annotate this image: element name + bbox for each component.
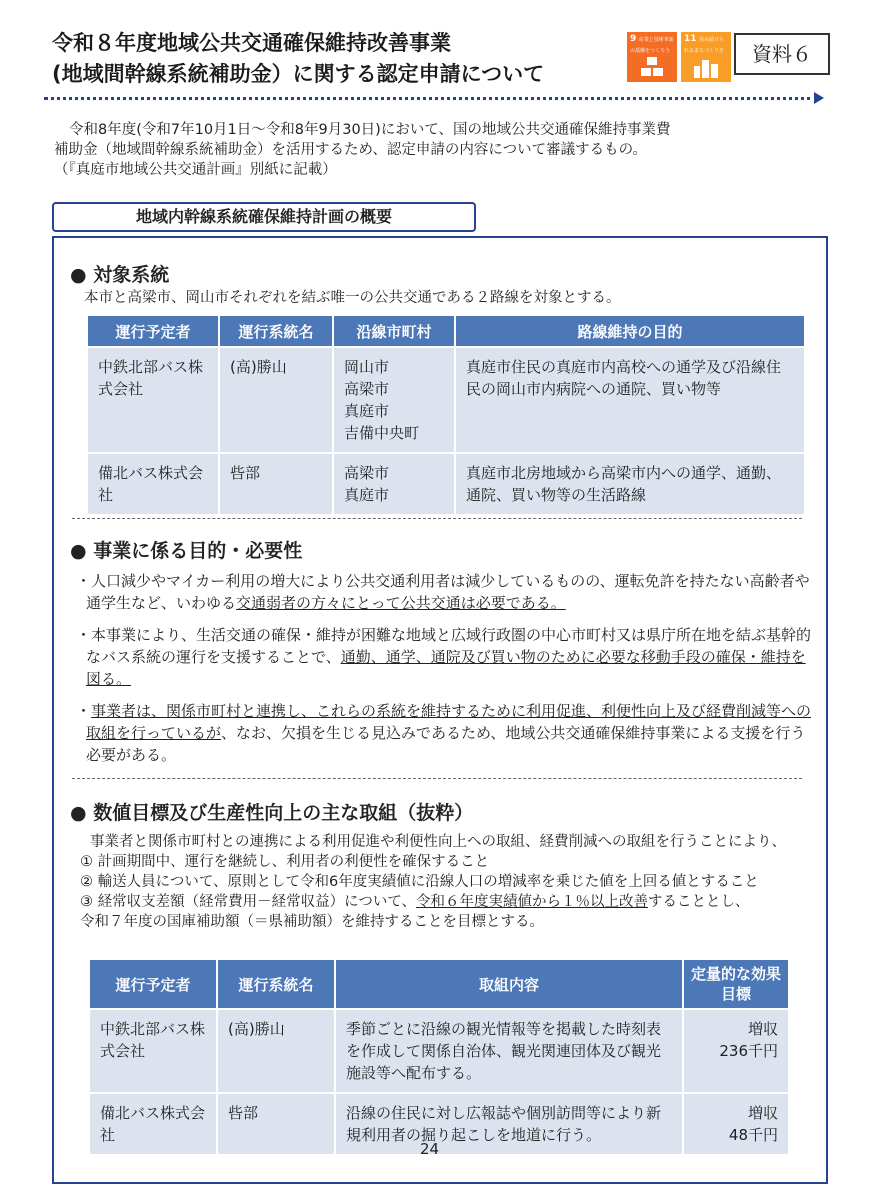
column-header: 運行予定者	[90, 960, 216, 1008]
towns-cell	[334, 348, 454, 452]
bullet-item	[76, 700, 816, 766]
sdg-9-icon	[627, 32, 677, 82]
column-header: 路線維持の目的	[456, 316, 804, 346]
intro-text	[54, 120, 824, 180]
purpose-cell: 真庭市住民の真庭市内高校への通学及び沿線住民の岡山市内病院への通院、買い物等	[456, 348, 804, 452]
purpose-cell: 真庭市北房地域から高梁市内への通学、通勤、通院、買い物等の生活路線	[456, 454, 804, 514]
title-line-1: 令和８年度地域公共交通確保維持改善事業	[52, 31, 451, 55]
initiative-cell: 季節ごとに沿線の観光情報等を掲載した時刻表を作成して関係自治体、観光関連団体及び観光施設等へ配布する。	[336, 1010, 682, 1092]
operator-cell: 中鉄北部バス株式会社	[90, 1010, 216, 1092]
table-row	[90, 1010, 788, 1092]
cubes-icon	[639, 56, 665, 78]
page-title	[52, 28, 632, 90]
section-divider	[72, 518, 802, 519]
column-header: 取組内容	[336, 960, 682, 1008]
goals-text	[80, 832, 810, 932]
goals-lead: 事業者と関係市町村との連携による利用促進や利便性向上への取組、経費削減への取組を行うことにより、	[90, 834, 786, 850]
column-header: 運行系統名	[220, 316, 332, 346]
goal-item-continued: 令和７年度の国庫補助額（＝県補助額）を維持することを目標とする。	[80, 914, 544, 930]
goal-item: ② 輸送人員について、原則として令和6年度実績値に沿線人口の増減率を乗じた値を上回る値とすること	[80, 874, 759, 890]
towns-cell	[334, 454, 454, 514]
column-header: 運行系統名	[218, 960, 334, 1008]
intro-line-3: （『真庭市地域公共交通計画』別紙に記載）	[54, 162, 337, 178]
route-cell: 呰部	[218, 1094, 334, 1154]
target-routes-table	[86, 314, 806, 516]
table-header-row	[88, 316, 804, 346]
operator-cell: 備北バス株式会社	[90, 1094, 216, 1154]
target-label: 増収	[747, 1104, 778, 1122]
town-name: 高梁市	[344, 464, 390, 482]
town-name: 真庭市	[344, 486, 390, 504]
column-header: 運行予定者	[88, 316, 218, 346]
table-header-row	[90, 960, 788, 1008]
town-name: 真庭市	[344, 402, 390, 420]
section-heading-target-routes: ● 対象系統	[70, 264, 170, 286]
initiatives-table	[88, 958, 790, 1156]
target-value: 236千円	[719, 1042, 778, 1060]
table-row	[88, 348, 804, 452]
route-cell: 呰部	[220, 454, 332, 514]
target-value: 48千円	[728, 1126, 778, 1144]
page-number: 24	[420, 1140, 440, 1158]
sdg-9-number: 9	[630, 34, 637, 44]
town-name: 吉備中央町	[344, 424, 420, 442]
operator-cell: 備北バス株式会社	[88, 454, 218, 514]
section-heading-purpose: ● 事業に係る目的・必要性	[70, 540, 303, 562]
target-label: 増収	[747, 1020, 778, 1038]
column-header: 定量的な効果目標	[684, 960, 788, 1008]
buildings-icon	[693, 56, 719, 78]
header-divider	[44, 97, 818, 100]
sdg-9-text: 産業と技術革新の基盤をつくろう	[630, 37, 674, 54]
intro-line-1: 令和8年度(令和7年10月1日～令和8年9月30日)において、国の地域公共交通確保維持事業費	[69, 122, 671, 138]
purpose-bullets	[76, 570, 816, 776]
arrow-right-icon	[814, 92, 824, 104]
goal-item	[80, 892, 810, 912]
bullet-item	[76, 570, 816, 614]
town-name: 高梁市	[344, 380, 390, 398]
goal-text: することとし、	[648, 894, 750, 910]
document-number-label: 資料６	[734, 33, 830, 75]
bullet-text: ・	[76, 702, 92, 720]
section-divider	[72, 778, 802, 779]
table-row	[88, 454, 804, 514]
goal-text: ③ 経常収支差額（経常費用－経常収益）について、	[80, 894, 417, 910]
title-line-2: (地域間幹線系統補助金）に関する認定申請について	[52, 62, 545, 86]
route-cell: (高)勝山	[218, 1010, 334, 1092]
target-cell	[684, 1010, 788, 1092]
sdg-11-icon	[681, 32, 731, 82]
operator-cell: 中鉄北部バス株式会社	[88, 348, 218, 452]
sdg-11-text: 住み続けられるまちづくりを	[684, 37, 725, 54]
bullet-text: 、なお、欠損を生じる見込みであるため、地域公共交通確保維持事業による支援を行う必要がある。	[86, 724, 806, 764]
bullet-underlined-text: 通勤、通学、通院及び買い物のために必要な移動手段の確保・維持を図る。	[86, 648, 806, 688]
bullet-text: ・本事業により、生活交通の確保・維持が困難な地域と広域行政圏の中心市町村又は県庁所在地を結ぶ基幹的なバス系統の運行を支援することで、	[76, 626, 812, 666]
section-description: 本市と高梁市、岡山市それぞれを結ぶ唯一の公共交通である２路線を対象とする。	[84, 290, 621, 306]
sdg-11-number: 11	[684, 34, 697, 44]
bullet-underlined-text: 交通弱者の方々にとって公共交通は必要である。	[236, 594, 566, 612]
outline-label: 地域内幹線系統確保維持計画の概要	[52, 202, 476, 232]
town-name: 岡山市	[344, 358, 390, 376]
target-cell	[684, 1094, 788, 1154]
goal-item: ① 計画期間中、運行を継続し、利用者の利便性を確保すること	[80, 854, 490, 870]
bullet-item	[76, 624, 816, 690]
initiative-cell: 沿線の住民に対し広報誌や個別訪問等により新規利用者の掘り起こしを地道に行う。	[336, 1094, 682, 1154]
bullet-text: ・人口減少やマイカー利用の増大により公共交通利用者は減少しているものの、運転免許を持たない高齢者や通学生など、いわゆる	[76, 572, 810, 612]
section-heading-targets: ● 数値目標及び生産性向上の主な取組（抜粋）	[70, 802, 474, 824]
goal-underlined-text: 令和６年度実績値から１％以上改善	[416, 894, 649, 910]
intro-line-2: 補助金（地域間幹線系統補助金）を活用するため、認定申請の内容について審議するもの。	[54, 142, 648, 158]
route-cell: (高)勝山	[220, 348, 332, 452]
column-header: 沿線市町村	[334, 316, 454, 346]
bullet-underlined-text: 事業者は、関係市町村と連携し、これらの系統を維持するために利用促進、利便性向上及び経費削減等への取組を行っているが	[86, 702, 812, 742]
